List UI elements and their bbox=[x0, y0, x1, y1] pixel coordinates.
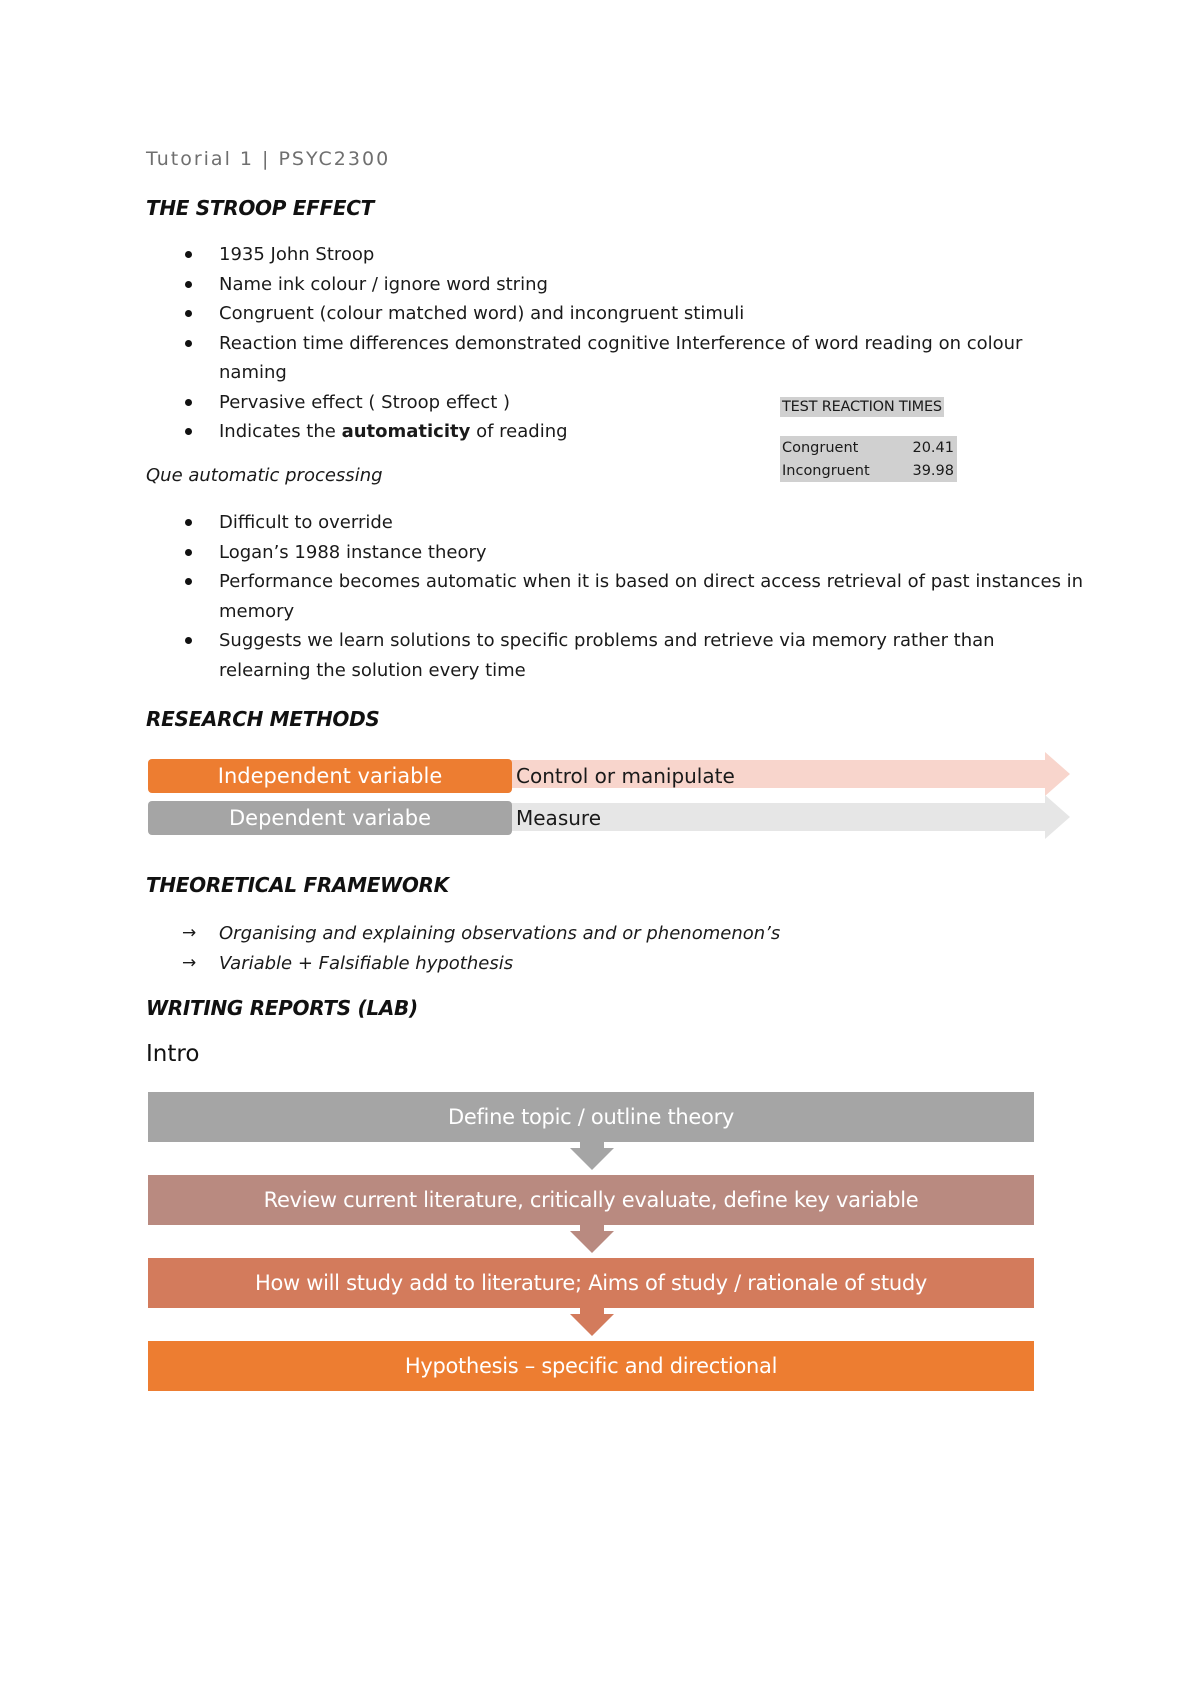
dependent-variable-description: Measure bbox=[516, 806, 601, 830]
list-item bbox=[146, 919, 780, 949]
automatic-processing-list bbox=[146, 508, 1084, 685]
table-cell: Incongruent bbox=[780, 459, 902, 482]
flow-step-hypothesis: Hypothesis – specific and directional bbox=[148, 1341, 1034, 1391]
table-cell: Congruent bbox=[780, 436, 902, 459]
table-row bbox=[780, 436, 957, 459]
independent-variable-box: Independent variable bbox=[148, 759, 512, 793]
document-header: Tutorial 1 | PSYC2300 bbox=[146, 148, 391, 170]
list-item-text: of reading bbox=[470, 421, 568, 442]
automaticity-emphasis: automaticity bbox=[341, 421, 471, 442]
writing-reports-heading: WRITING REPORTS (LAB) bbox=[146, 996, 418, 1020]
list-item: Logan’s 1988 instance theory bbox=[146, 538, 1076, 568]
flow-step-aims-of-study: How will study add to literature; Aims of study / rationale of study bbox=[148, 1258, 1034, 1308]
dependent-variable-box: Dependent variabe bbox=[148, 801, 512, 835]
down-arrow-icon bbox=[570, 1223, 614, 1253]
independent-variable-description: Control or manipulate bbox=[516, 764, 735, 788]
flow-step-define-topic: Define topic / outline theory bbox=[148, 1092, 1034, 1142]
subheading: Que automatic processing bbox=[146, 465, 383, 486]
theoretical-framework-heading: THEORETICAL FRAMEWORK bbox=[146, 873, 449, 897]
list-item bbox=[146, 949, 780, 979]
stroop-heading: THE STROOP EFFECT bbox=[146, 196, 374, 220]
reaction-times-table bbox=[780, 436, 957, 482]
down-arrow-icon bbox=[570, 1140, 614, 1170]
flow-step-review-literature: Review current literature, critically evaluate, define key variable bbox=[148, 1175, 1034, 1225]
list-item: Pervasive effect ( Stroop effect ) bbox=[146, 388, 1076, 418]
list-item: Performance becomes automatic when it is based on direct access retrieval of past instances in memory bbox=[146, 567, 1089, 626]
down-arrow-icon bbox=[570, 1306, 614, 1336]
list-item-text: Variable + Falsifiable hypothesis bbox=[219, 952, 514, 974]
list-item: Congruent (colour matched word) and incongruent stimuli bbox=[146, 299, 1076, 329]
list-item: Name ink colour / ignore word string bbox=[146, 270, 1076, 300]
arrow-right-icon: → bbox=[182, 952, 197, 973]
list-item: 1935 John Stroop bbox=[146, 240, 1076, 270]
table-row bbox=[780, 459, 957, 482]
list-item-text: Indicates the bbox=[219, 421, 342, 442]
intro-subheading: Intro bbox=[146, 1041, 200, 1067]
list-item: Reaction time differences demonstrated cognitive Interference of word reading on colour naming bbox=[146, 329, 1029, 388]
list-item-text: Organising and explaining observations and or phenomenon’s bbox=[219, 923, 781, 944]
table-cell: 39.98 bbox=[902, 459, 957, 482]
arrow-right-icon: → bbox=[182, 923, 197, 943]
list-item: Suggests we learn solutions to specific problems and retrieve via memory rather than relearning the solution every time bbox=[146, 626, 1029, 685]
theoretical-framework-list bbox=[146, 919, 780, 978]
research-methods-heading: RESEARCH METHODS bbox=[146, 707, 380, 731]
reaction-times-title: TEST REACTION TIMES bbox=[782, 399, 942, 415]
list-item: Difficult to override bbox=[146, 508, 1076, 538]
table-cell: 20.41 bbox=[902, 436, 957, 459]
